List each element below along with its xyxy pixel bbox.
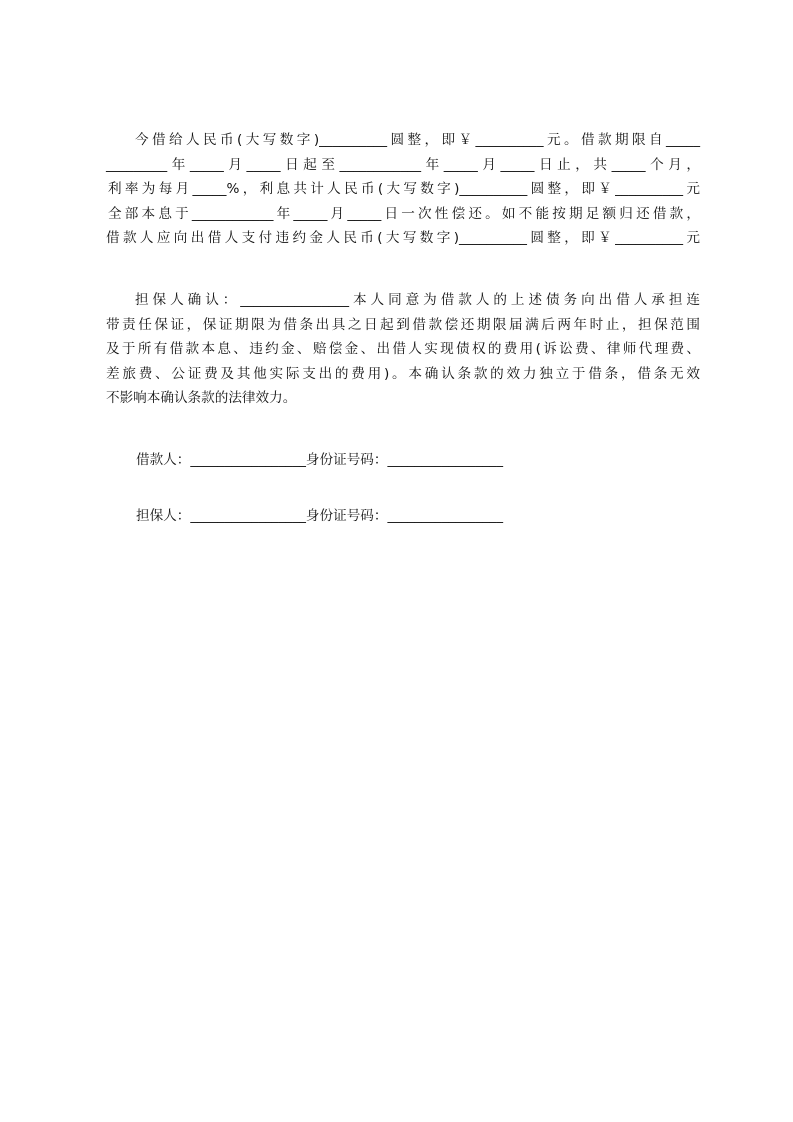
loan-clause-line: 全部本息于____________年_____月_____日一次性偿还。如不能按期足额归还借款， bbox=[108, 205, 700, 222]
guarantee-clause bbox=[106, 288, 700, 411]
borrower-signature-line: 借款人：_________________身份证号码：_________________ bbox=[136, 452, 504, 468]
guarantee-clause-line: 差旅费、公证费及其他实际支出的费用)。本确认条款的效力独立于借条，借条无效 bbox=[106, 365, 700, 382]
guarantee-clause-line: 带责任保证，保证期限为借条出具之日起到借款偿还期限届满后两年时止，担保范围 bbox=[106, 316, 700, 333]
loan-clause-line: 利率为每月_____%，利息共计人民币(大写数字)__________圆整，即￥__________元 bbox=[108, 181, 700, 197]
guarantee-clause-line: 担保人确认：________________本人同意为借款人的上述债务向出借人承担连 bbox=[135, 292, 700, 308]
guarantee-clause-line: 不影响本确认条款的法律效力。 bbox=[106, 390, 297, 406]
guarantee-clause-line: 及于所有借款本息、违约金、赔偿金、出借人实现债权的费用(诉讼费、律师代理费、 bbox=[106, 341, 700, 357]
loan-clause bbox=[106, 128, 700, 251]
loan-clause-line: 今借给人民币(大写数字)__________圆整，即￥__________元。借款期限自_____ bbox=[135, 132, 700, 148]
guarantor-signature-line: 担保人：_________________身份证号码：_________________ bbox=[136, 508, 504, 524]
loan-clause-line: 借款人应向出借人支付违约金人民币(大写数字)__________圆整，即￥__________元 bbox=[106, 230, 700, 246]
loan-clause-line: _________年_____月_____日起至____________年_____月_____日止，共_____个月， bbox=[106, 156, 700, 173]
